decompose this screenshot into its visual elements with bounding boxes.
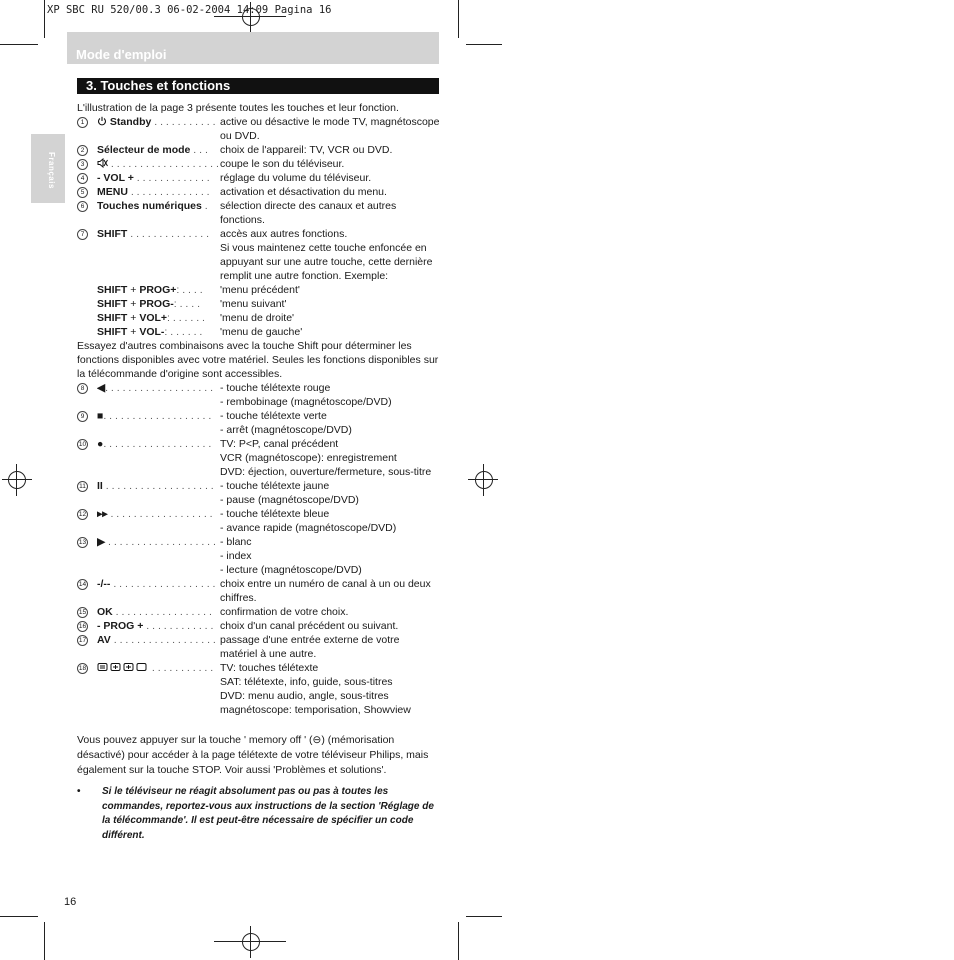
description-line: coupe le son du téléviseur.: [220, 158, 345, 170]
key-name: - PROG +: [97, 620, 144, 632]
pause-icon: II: [97, 480, 103, 492]
description-line: appuyant sur une autre touche, cette dernière: [220, 256, 433, 268]
key-label: [97, 619, 220, 633]
registration-mark: [483, 464, 484, 496]
key-number: [77, 143, 97, 157]
shift-combo-keys: [97, 283, 220, 297]
leader-dots: : . . . . . .: [167, 312, 205, 324]
description-line: choix entre un numéro de canal à un ou deux: [220, 578, 431, 590]
registration-mark: [16, 464, 17, 496]
description-line: sélection directe des canaux et autres: [220, 200, 397, 212]
shift-combo-keys: [97, 297, 220, 311]
combo-key: PROG+: [139, 284, 177, 296]
leader-dots: . . . . . . . . . . . . . . . . . . .: [110, 158, 219, 170]
key-description: [220, 143, 439, 157]
key-number: [77, 479, 97, 507]
section-title: 3. Touches et fonctions: [86, 78, 231, 93]
key-row: [77, 409, 439, 437]
key-label: [97, 507, 220, 535]
key-label: [97, 227, 220, 283]
page-header: [67, 32, 439, 64]
key-row: [77, 185, 439, 199]
description-line: - rembobinage (magnétoscope/DVD): [220, 396, 392, 408]
shift-word: SHIFT: [97, 284, 128, 296]
key-number: [77, 199, 97, 227]
key-number-circle: 7: [77, 229, 88, 240]
note-text: Si le téléviseur ne réagit absolument pas ou pas à toutes les commandes, reportez-vous aux instructions de la section 'Réglage de la télécommande'. Il est peut-être nécessaire de spécifier un code différent.: [102, 786, 434, 841]
description-line: - touche télétexte rouge: [220, 382, 331, 394]
key-description: [220, 115, 439, 143]
key-description: [220, 619, 439, 633]
crop-mark: [466, 44, 502, 45]
description-line: - touche télétexte jaune: [220, 480, 330, 492]
language-tab: [31, 134, 65, 203]
description-line: - pause (magnétoscope/DVD): [220, 494, 359, 506]
key-number: [77, 157, 97, 171]
shift-combo-description: 'menu précédent': [220, 284, 300, 296]
description-line: DVD: éjection, ouverture/fermeture, sous-titre: [220, 466, 432, 478]
key-number-circle: 18: [78, 665, 87, 672]
play-icon: ▶: [97, 536, 106, 548]
crop-mark: [0, 44, 38, 45]
key-number-circle: 10: [78, 441, 87, 448]
leader-dots: . . . . . . . . . . . . . . . . . . .: [105, 536, 216, 548]
key-label: [97, 157, 220, 171]
crop-mark: [458, 0, 459, 38]
description-line: VCR (magnétoscope): enregistrement: [220, 452, 397, 464]
description-line: - touche télétexte verte: [220, 410, 327, 422]
print-slug: XP SBC RU 520/00.3 06-02-2004 14:09 Pagina 16: [47, 4, 332, 16]
key-label: [97, 479, 220, 507]
intro-text: L'illustration de la page 3 présente toutes les touches et leur fonction.: [77, 102, 399, 114]
key-row: [77, 437, 439, 479]
key-number: [77, 633, 97, 661]
leader-dots: . . . . . . . . . . . . . . . . . . .: [103, 438, 212, 450]
key-number: [77, 661, 97, 717]
leader-dots: . . . . . . . . . . . .: [143, 620, 214, 632]
leader-dots: . . . . . . . . . . . . . . . . . . .: [102, 480, 214, 492]
key-name: - VOL +: [97, 172, 134, 184]
key-label: [97, 633, 220, 661]
key-row: [77, 227, 439, 283]
note-bullet: •: [77, 786, 81, 797]
combo-key: VOL+: [139, 312, 168, 324]
description-line: active ou désactive le mode TV, magnétoscope: [220, 116, 440, 128]
key-description: [220, 437, 439, 479]
shift-combo-row: [77, 311, 439, 325]
crop-mark: [44, 0, 45, 38]
shift-combo-description: 'menu de droite': [220, 312, 295, 324]
key-name: Standby: [109, 116, 152, 128]
key-label: [97, 661, 220, 717]
key-row: [77, 157, 439, 171]
key-name: Touches numériques: [97, 200, 202, 212]
key-name: Sélecteur de mode: [97, 144, 191, 156]
description-line: - blanc: [220, 536, 252, 548]
left-triangle-icon: ◀: [97, 382, 106, 394]
leader-dots: . . .: [190, 144, 208, 156]
description-line: - touche télétexte bleue: [220, 508, 330, 520]
key-name: AV: [97, 634, 111, 646]
key-number-circle: 12: [78, 511, 87, 518]
key-number-circle: 3: [77, 159, 88, 170]
key-description: [220, 199, 439, 227]
key-row: [77, 577, 439, 605]
key-label: [97, 143, 220, 157]
shift-word: SHIFT: [97, 298, 128, 310]
key-description: [220, 535, 439, 577]
leader-dots: : . . . .: [176, 284, 203, 296]
key-label: [97, 171, 220, 185]
description-line: matériel à une autre.: [220, 648, 317, 660]
key-number-circle: 9: [77, 411, 88, 422]
leader-dots: . . . . . . . . . . . . . .: [127, 186, 210, 198]
key-number-circle: 1: [77, 117, 88, 128]
crop-mark: [0, 916, 38, 917]
key-number-circle: 11: [77, 481, 88, 492]
description-line: SAT: télétexte, info, guide, sous-titres: [220, 676, 393, 688]
key-number: [77, 437, 97, 479]
header-title: Mode d'emploi: [76, 47, 167, 62]
key-number-circle: 17: [78, 637, 87, 644]
description-line: - arrêt (magnétoscope/DVD): [220, 424, 352, 436]
description-line: chiffres.: [220, 592, 257, 604]
key-number: [77, 619, 97, 633]
description-line: TV: P<P, canal précédent: [220, 438, 339, 450]
leader-dots: . . . . . . . . . . . . . . . . . . .: [105, 382, 214, 394]
key-description: [220, 185, 439, 199]
key-description: [220, 633, 439, 661]
key-description: [220, 171, 439, 185]
leader-dots: : . . . .: [173, 298, 200, 310]
description-line: ou DVD.: [220, 130, 260, 142]
key-label: [97, 185, 220, 199]
registration-mark: [250, 926, 251, 958]
key-row: [77, 605, 439, 619]
combo-key: PROG-: [139, 298, 174, 310]
key-row: [77, 535, 439, 577]
record-dot-icon: ●: [97, 438, 104, 450]
key-number: [77, 171, 97, 185]
leader-dots: . . . . . . . . . . . . . . . . . .: [110, 578, 216, 590]
key-list: [77, 115, 439, 717]
plus-sign: +: [127, 284, 140, 296]
shift-combo-keys: [97, 325, 220, 339]
shift-combo-row: [77, 297, 439, 311]
key-number: [77, 185, 97, 199]
description-line: choix de l'appareil: TV, VCR ou DVD.: [220, 144, 393, 156]
description-line: activation et désactivation du menu.: [220, 186, 387, 198]
description-line: TV: touches télétexte: [220, 662, 319, 674]
mute-icon: [97, 158, 108, 168]
key-number-circle: 16: [78, 623, 87, 630]
key-label: [97, 577, 220, 605]
key-name: OK: [97, 606, 113, 618]
key-row: [77, 115, 439, 143]
plus-sign: +: [127, 298, 140, 310]
key-label: [97, 115, 220, 143]
key-row: [77, 199, 439, 227]
key-description: [220, 227, 439, 283]
leader-dots: .: [201, 200, 208, 212]
key-number: [77, 409, 97, 437]
registration-mark: [214, 16, 286, 17]
key-number-circle: 5: [77, 187, 88, 198]
combo-key: VOL-: [139, 326, 165, 338]
leader-dots: . . . . . . . . . . . . . . . . . .: [110, 634, 216, 646]
key-number: [77, 605, 97, 619]
key-row: [77, 479, 439, 507]
registration-mark: [8, 471, 26, 489]
fast-forward-icon: ▸▸: [97, 508, 108, 520]
registration-mark: [242, 933, 260, 951]
key-number: [77, 507, 97, 535]
key-number-circle: 8: [77, 383, 88, 394]
leader-dots: . . . . . . . . . . . . . . . . . . .: [103, 410, 212, 422]
leader-dots: . . . . . . . . . . . . .: [133, 172, 210, 184]
leader-dots: . . . . . . . . . . .: [151, 662, 214, 674]
key-number: [77, 115, 97, 143]
description-line: confirmation de votre choix.: [220, 606, 349, 618]
shift-combo-description: 'menu suivant': [220, 298, 287, 310]
key-label: [97, 535, 220, 577]
crop-mark: [466, 916, 502, 917]
leader-dots: . . . . . . . . . . . . . . . . . .: [107, 508, 213, 520]
key-number-circle: 4: [77, 173, 88, 184]
key-label: [97, 381, 220, 409]
shift-word: SHIFT: [97, 326, 128, 338]
crop-mark: [44, 922, 45, 960]
key-number-circle: 14: [78, 581, 87, 588]
description-line: remplit une autre fonction. Exemple:: [220, 270, 389, 282]
key-number: [77, 381, 97, 409]
registration-mark: [468, 479, 498, 480]
key-description: [220, 157, 439, 171]
key-name: -/--: [97, 578, 111, 590]
description-line: - avance rapide (magnétoscope/DVD): [220, 522, 397, 534]
key-row: [77, 633, 439, 661]
page-number: 16: [64, 896, 77, 908]
key-row: [77, 143, 439, 157]
shift-word: SHIFT: [97, 312, 128, 324]
key-description: [220, 409, 439, 437]
shift-combo-row: [77, 325, 439, 339]
plus-sign: +: [127, 326, 140, 338]
description-line: passage d'une entrée externe de votre: [220, 634, 400, 646]
description-line: réglage du volume du téléviseur.: [220, 172, 372, 184]
leader-dots: : . . . . . .: [164, 326, 203, 338]
key-row: [77, 381, 439, 409]
language-tab-label: Français: [47, 151, 56, 189]
key-description: [220, 479, 439, 507]
key-number-circle: 6: [77, 201, 88, 212]
description-line: fonctions.: [220, 214, 265, 226]
key-number-circle: 2: [77, 145, 88, 156]
key-label: [97, 199, 220, 227]
key-name: MENU: [97, 186, 128, 198]
plus-sign: +: [127, 312, 140, 324]
section-heading: [77, 78, 439, 94]
leader-dots: . . . . . . . . . . . . . .: [127, 228, 210, 240]
key-number-circle: 13: [78, 539, 87, 546]
key-number: [77, 227, 97, 283]
key-label: [97, 409, 220, 437]
description-line: - lecture (magnétoscope/DVD): [220, 564, 362, 576]
key-description: [220, 577, 439, 605]
crop-mark: [458, 922, 459, 960]
note: [77, 785, 439, 843]
key-row: [77, 661, 439, 717]
registration-mark: [2, 479, 32, 480]
description-line: DVD: menu audio, angle, sous-titres: [220, 690, 389, 702]
registration-mark: [214, 941, 286, 942]
key-number: [77, 535, 97, 577]
standby-icon: [97, 116, 107, 126]
leader-dots: . . . . . . . . . . .: [151, 116, 216, 128]
shift-combo-description: 'menu de gauche': [220, 326, 303, 338]
description-line: - index: [220, 550, 252, 562]
key-label: [97, 605, 220, 619]
memory-paragraph: Vous pouvez appuyer sur la touche ' memory off ' (⊖) (mémorisation désactivé) pour accéder à la page télétexte de votre téléviseur Philips, mais également sur la touche STOP. Voir aussi 'Problèmes et solutions'.: [77, 734, 429, 776]
key-number-circle: 15: [78, 609, 87, 616]
description-line: Si vous maintenez cette touche enfoncée en: [220, 242, 427, 254]
shift-paragraph: Essayez d'autres combinaisons avec la touche Shift pour déterminer les fonctions disponibles avec votre matériel. Seules les fonctions disponibles sur la télécommande d'origine sont accessibles.: [77, 340, 439, 380]
stop-square-icon: ■: [97, 410, 104, 422]
description-line: choix d'un canal précédent ou suivant.: [220, 620, 399, 632]
teletext-keys-icon: [97, 662, 149, 672]
key-label: [97, 437, 220, 479]
key-row: [77, 619, 439, 633]
description-line: accès aux autres fonctions.: [220, 228, 348, 240]
key-row: [77, 507, 439, 535]
key-row: [77, 171, 439, 185]
key-description: [220, 381, 439, 409]
key-description: [220, 507, 439, 535]
registration-mark: [475, 471, 493, 489]
key-description: [220, 605, 439, 619]
description-line: magnétoscope: temporisation, Showview: [220, 704, 411, 716]
shift-combo-row: [77, 283, 439, 297]
key-description: [220, 661, 439, 717]
leader-dots: . . . . . . . . . . . . . . . . .: [112, 606, 212, 618]
shift-combo-keys: [97, 311, 220, 325]
key-name: SHIFT: [97, 228, 128, 240]
key-number: [77, 577, 97, 605]
